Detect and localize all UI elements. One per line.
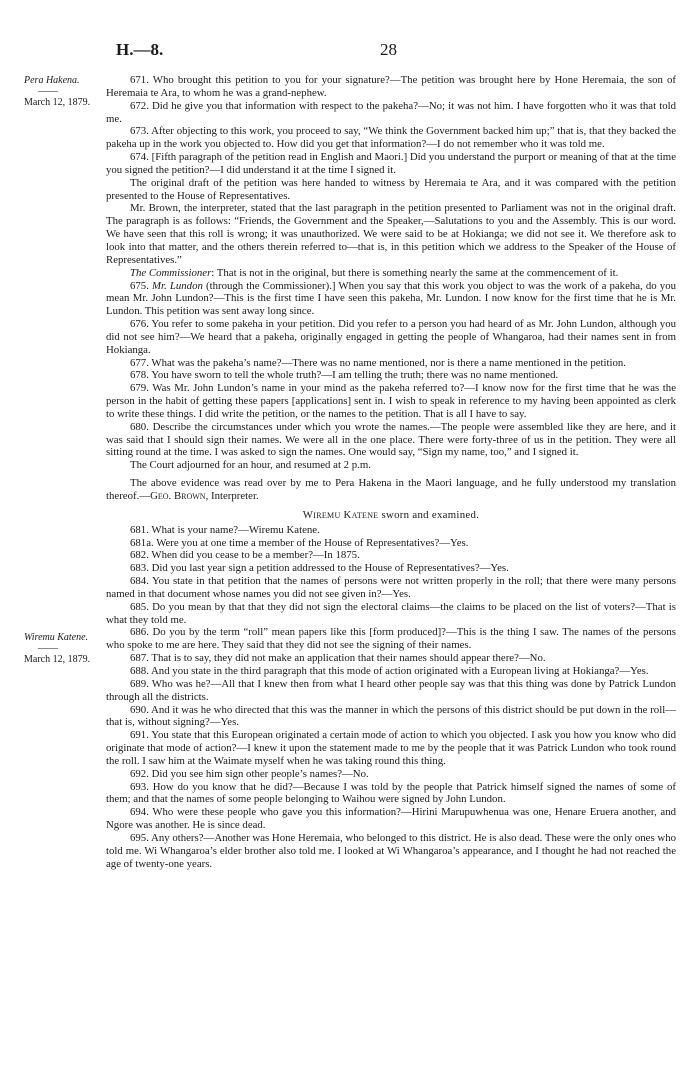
witness-heading xyxy=(106,509,676,522)
witness-heading-suffix: sworn and examined. xyxy=(378,508,480,521)
margin-witness-name: Pera Hakena. xyxy=(24,75,80,86)
question-683: 683. Did you last year sign a petition addressed to the House of Representatives?—Yes. xyxy=(130,562,509,575)
question-694: 694. Who were these people who gave you this information?—Hirini Marupuwhenua was one, Henare Eruera another, and Ngore was another. He is since dead. xyxy=(106,806,676,832)
question-688: 688. And you state in the third paragraph that this mode of action originated with a European living at Hokianga?—Yes. xyxy=(130,664,649,677)
question-684: 684. You state in that petition that the names of persons were not written properly in the roll; that there were many persons named in that document whose names you did not see given in?—Yes. xyxy=(106,575,676,600)
translation-certificate xyxy=(106,477,676,503)
question-692: 692. Did you see him sign other people’s names?—No. xyxy=(130,767,369,780)
commissioner-text: : That is not in the original, but there is something nearly the same at the commencement of it. xyxy=(211,266,619,279)
question-678: 678. You have sworn to tell the whole truth?—I am telling the truth; there was no name mentioned. xyxy=(130,369,559,382)
question-673: 673. After objecting to this work, you proceed to say, “We think the Government backed him up;” that is, that they backed the pakeha up in the work you objected to. How did you get that information?—I do not remember who it was told me. xyxy=(106,125,676,151)
question-679: 679. Was Mr. John Lundon’s name in your mind as the pakeha referred to?—I know now for the first time that he was the person in the habit of getting these papers [applications] sent in. I wish to speak in reference to my having been appointed as clerk to write these things. I did write the petition, or the names to the petition. That is all I have to say. xyxy=(106,382,676,420)
question-686: 686. Do you by the term “roll” mean papers like this [form produced]?—This is the thing I saw. The names of the persons who spoke to me are here. They said that they did not see the signing of their names. xyxy=(106,626,676,652)
question-695: 695. Any others?—Another was Hone Heremaia, who belonged to this district. He is also dead. These were the only ones who told me. Wi Whangaroa’s elder brother also told me. I looked at Wi Whangaroa’s appearance, and I thought he had not reached the age of twenty-one years. xyxy=(106,831,676,870)
translation-text: The above evidence was read over by me to Pera Hakena in the Maori language, and he fully understood my translation thereof.— xyxy=(106,477,676,502)
question-681: 681. What is your name?—Wiremu Katene. xyxy=(130,523,320,536)
question-689: 689. Who was he?—All that I knew then from what I heard other people say was that this thing was done by Patrick Lundon through all the districts. xyxy=(106,677,676,703)
question-693: 693. How do you know that he did?—Because I was told by the people that Patrick himself signed the names of some of them; and that the names of some people belonging to Waihou were signed by John Lundon. xyxy=(106,780,676,806)
margin-rule: —— xyxy=(38,643,58,654)
question-671: 671. Who brought this petition to you for your signature?—The petition was brought here by Hone Heremaia, the son of Heremaia te Ara, to whom he was a grand-nephew. xyxy=(106,74,676,99)
commissioner-remark xyxy=(106,267,676,280)
margin-date: March 12, 1879. xyxy=(24,654,91,665)
question-675-text: (through the Commissioner).] When you say that this work you object to was the work of a pakeha, do you mean Mr. John Lundon?—This is the first time I have seen this pakeha, Mr. Lundon. I now know for the first time that he is Mr. Lundon. This petition was sent away long since. xyxy=(106,279,677,318)
evidence-text xyxy=(106,74,676,870)
question-672: 672. Did he give you that information with respect to the pakeha?—No; it was not him. I have forgotten who it was that told me. xyxy=(106,99,676,125)
question-680: 680. Describe the circumstances under which you wrote the names.—The people were assembled like they are here, and it was said that I should sign their names. We were all in the one place. There were forty-three of us in the petition. They were all sitting round at the time. I was asked to sign the names. One would say, “Sign my name, too,” and I signed it. xyxy=(106,420,676,459)
question-675-number: 675. xyxy=(130,279,149,292)
question-675 xyxy=(106,280,676,319)
question-691: 691. You state that this European originated a certain mode of action to which you objected. I ask you how you know who did originate that mode of action?—I knew it upon the statement made to me by the people that it was Patrick Lundon who took round the roll. I saw him at the Waimate myself when he was taking round this thing. xyxy=(106,729,676,767)
interpreter-statement: Mr. Brown, the interpreter, stated that the last paragraph in the petition presented to Parliament was not in the original draft. The paragraph is as follows: “Friends, the Government and the Speaker,—Salutations to you and the Assembly. This is our word. We have seen that this roll is wrong; it was unauthorized. We were said to be at Hokianga; we did not see it. We therefore ask to look into that matter, and the others therein referred to—that is, in this petition which we address to the Speaker of the House of Representatives.” xyxy=(106,202,676,266)
page-number: 28 xyxy=(380,40,397,59)
margin-rule: —— xyxy=(38,86,58,97)
question-681a: 681a. Were you at one time a member of the House of Representatives?—Yes. xyxy=(130,536,469,549)
question-687: 687. That is to say, they did not make an application that their names should appear there?—No. xyxy=(130,652,546,665)
question-675-speaker: Mr. Lundon xyxy=(152,279,203,292)
question-676: 676. You refer to some pakeha in your petition. Did you refer to a person you had heard of as Mr. John Lundon, although you did not see him?—We heard that a pakeha, originally engaged in getting the people of Whangaroa, had their names sent in from Hokianga. xyxy=(106,318,676,356)
question-685: 685. Do you mean by that that they did not sign the electoral claims—the claims to be placed on the list of voters?—That is what they told me. xyxy=(106,600,676,626)
draft-note: The original draft of the petition was here handed to witness by Heremaia te Ara, and it was compared with the petition presented to the House of Representatives. xyxy=(106,176,676,202)
document-reference: H.—8. xyxy=(116,40,164,59)
margin-date: March 12, 1879. xyxy=(24,97,91,108)
margin-witness-name: Wiremu Katene. xyxy=(24,632,89,643)
interpreter-signature: Geo. Brown xyxy=(150,490,206,502)
interpreter-role: , Interpreter. xyxy=(205,490,259,502)
page-header xyxy=(116,40,676,64)
adjournment-note: The Court adjourned for an hour, and resumed at 2 p.m. xyxy=(130,459,371,472)
question-674: 674. [Fifth paragraph of the petition read in English and Maori.] Did you understand the purport or meaning of that at the time you signed the petition?—I did understand it at the time I signed it. xyxy=(106,151,676,176)
witness-heading-name: Wiremu Katene xyxy=(302,508,379,521)
question-677: 677. What was the pakeha’s name?—There was no name mentioned, nor is there a name mentioned in the petition. xyxy=(130,356,627,369)
question-690: 690. And it was he who directed that this was the manner in which the persons of this district should be put down in the roll—that is, without signing?—Yes. xyxy=(106,703,676,729)
question-682: 682. When did you cease to be a member?—In 1875. xyxy=(130,549,360,562)
commissioner-label: The Commissioner xyxy=(130,266,212,279)
